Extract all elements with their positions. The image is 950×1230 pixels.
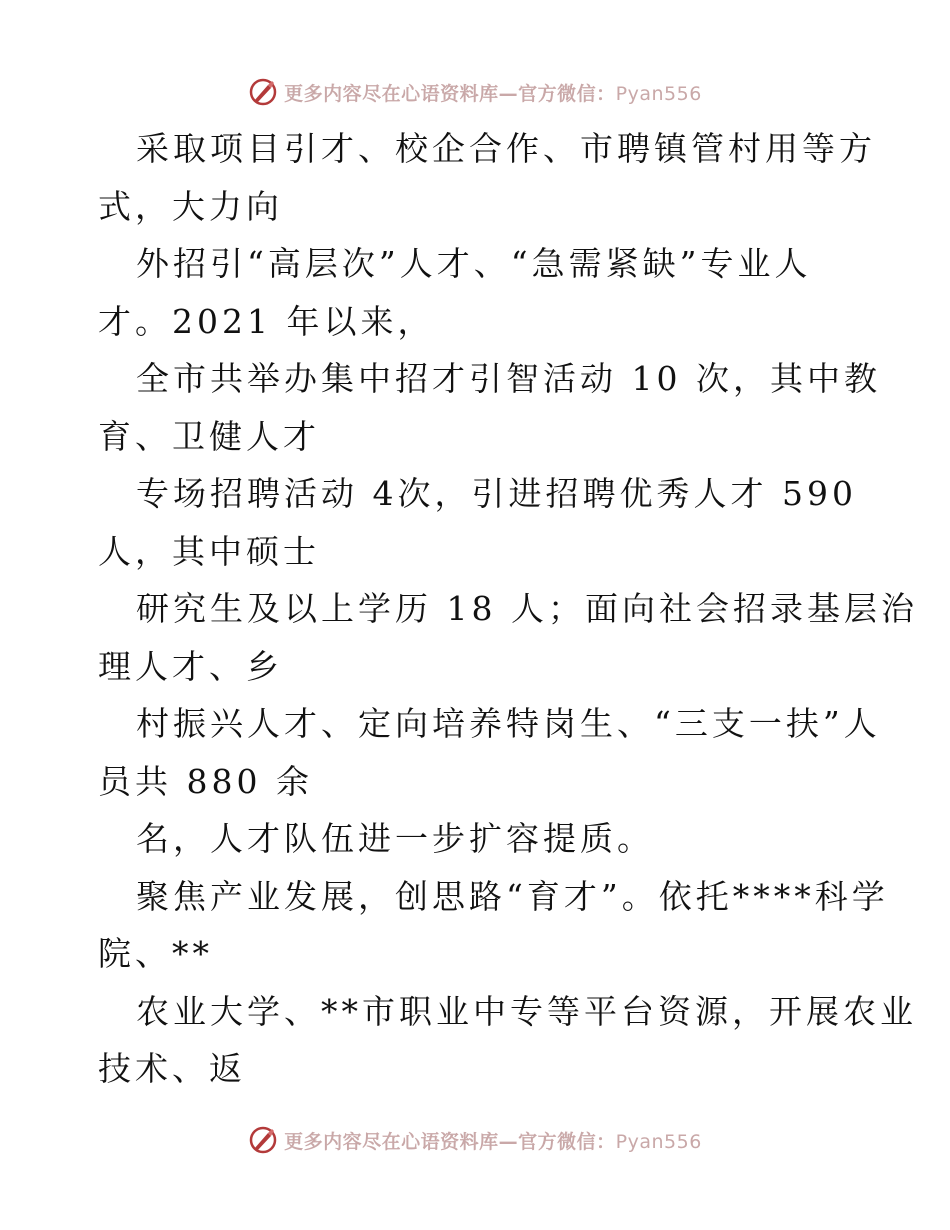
text-line: 村振兴人才、定向培养特岗生、“三支一扶”人 <box>136 704 881 743</box>
text-line: 理人才、乡 <box>98 646 283 686</box>
text-line: 研究生及以上学历 18 人；面向社会招录基层治 <box>136 589 918 628</box>
text-line: 育、卫健人才 <box>98 416 320 456</box>
text-line: 全市共举办集中招才引智活动 10 次，其中教 <box>136 359 881 398</box>
text-line: 聚焦产业发展，创思路“育才”。依托****科学 <box>136 876 889 916</box>
footer-watermark <box>0 1120 950 1160</box>
text-line: 名，人才队伍进一步扩容提质。 <box>136 819 654 858</box>
watermark-text: 更多内容尽在心语资料库—官方微信：Pyan556 <box>284 82 702 105</box>
text-line: 采取项目引才、校企合作、市聘镇管村用等方 <box>136 129 876 168</box>
text-line: 专场招聘活动 4次，引进招聘优秀人才 590 <box>136 474 857 513</box>
pen-logo-icon <box>248 77 278 107</box>
pen-logo-icon <box>248 1125 278 1155</box>
text-line: 技术、返 <box>98 1049 246 1088</box>
document-body <box>98 120 918 1098</box>
watermark-text: 更多内容尽在心语资料库—官方微信：Pyan556 <box>284 1130 702 1153</box>
text-line: 才。2021 年以来， <box>98 301 435 341</box>
text-line: 人，其中硕士 <box>98 531 320 571</box>
text-line: 农业大学、**市职业中专等平台资源，开展农业 <box>136 991 917 1031</box>
header-watermark <box>0 72 950 112</box>
text-line: 外招引“高层次”人才、“急需紧缺”专业人 <box>136 244 812 283</box>
text-line: 式，大力向 <box>98 186 283 226</box>
text-line: 院、** <box>98 934 213 973</box>
text-line: 员共 880 余 <box>98 761 313 801</box>
